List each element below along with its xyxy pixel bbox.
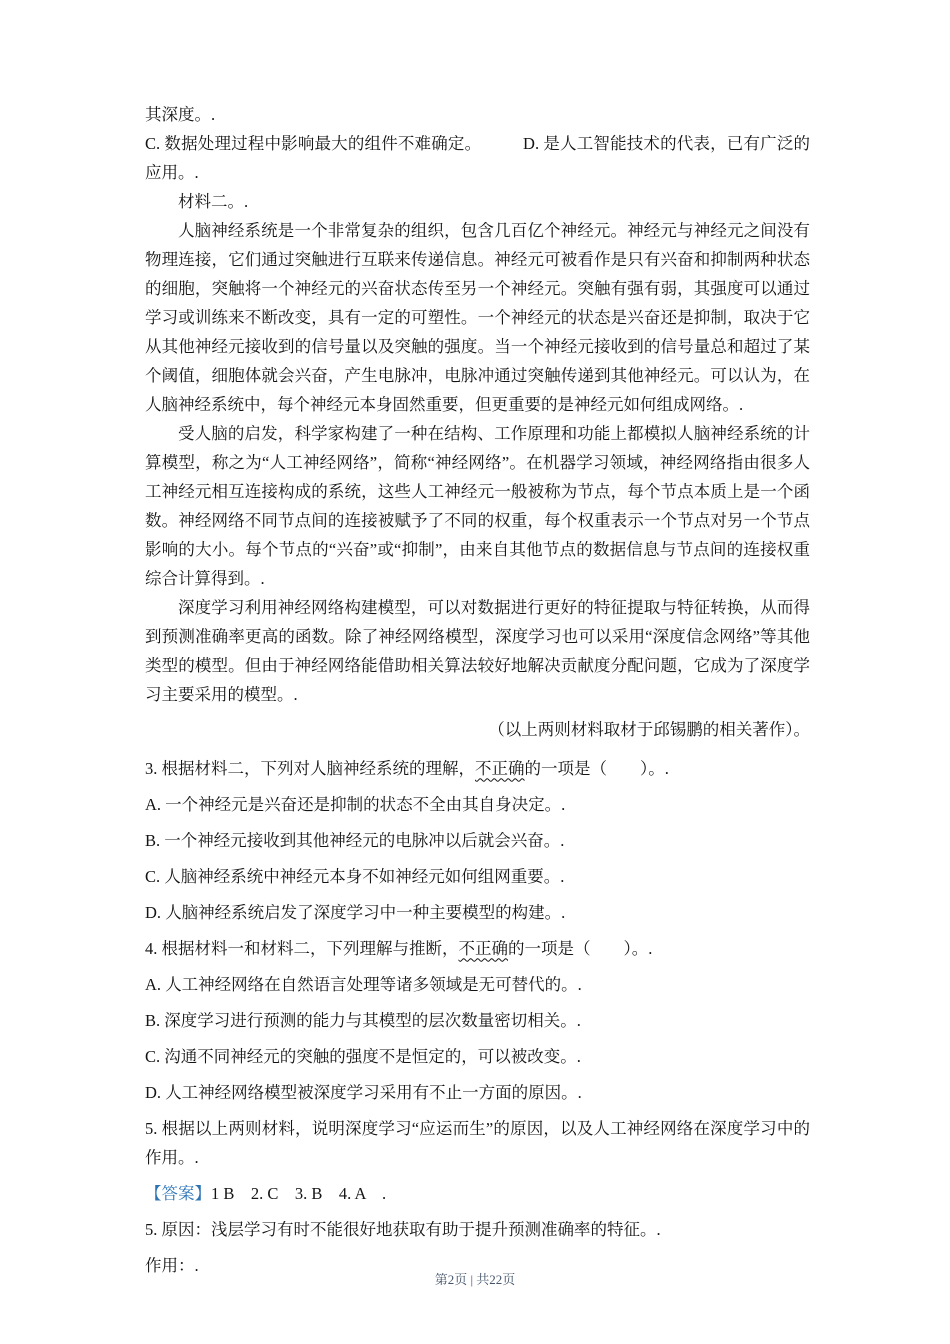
document-content [145, 100, 810, 1285]
question-4-pre: 4. 根据材料一和材料二，下列理解与推断， [145, 938, 459, 958]
questions-section [145, 752, 810, 1281]
answer-reason: 5. 原因：浅层学习有时不能很好地获取有助于提升预测准确率的特征。. [145, 1219, 661, 1239]
question-3-post: 的一项是（ ）。. [524, 758, 669, 778]
question-4-option-b: B. 深度学习进行预测的能力与其模型的层次数量密切相关。. [145, 1010, 581, 1030]
answer-values: 1 B 2. C 3. B 4. A . [211, 1183, 387, 1203]
question-3-option-d: D. 人脑神经系统启发了深度学习中一种主要模型的构建。. [145, 902, 566, 922]
answer-line [145, 1177, 810, 1209]
source-attribution: （以上两则材料取材于邱锡鹏的相关著作）。 [488, 720, 810, 739]
question-3-option-c: C. 人脑神经系统中神经元本身不如神经元如何组网重要。. [145, 866, 565, 886]
question-3-pre: 3. 根据材料二，下列对人脑神经系统的理解， [145, 758, 475, 778]
question-3-option-a: A. 一个神经元是兴奋还是抑制的状态不全由其自身决定。. [145, 794, 566, 814]
question-3-stem [145, 752, 810, 784]
material2-paragraph-1: 人脑神经系统是一个非常复杂的组织，包含几百亿个神经元。神经元与神经元之间没有物理连接，它们通过突触进行互联来传递信息。神经元可被看作是只有兴奋和抑制两种状态的细胞，突触将一个神经元的兴奋状态传至另一个神经元。突触有强有弱，其强度可以通过学习或训练来不断改变，具有一定的可塑性。一个神经元的状态是兴奋还是抑制，取决于它从其他神经元接收到的信号量以及突触的强度。当一个神经元接收到的信号量总和超过了某个阈值，细胞体就会兴奋，产生电脉冲，电脉冲通过突触传递到其他神经元。可以认为，在人脑神经系统中，每个神经元本身固然重要，但更重要的是神经元如何组成网络。. [145, 221, 810, 414]
answer-label: 【答案】 [145, 1183, 211, 1203]
question-4-stem [145, 932, 810, 964]
question-4-emphasis: 不正确 [458, 938, 508, 958]
options-row-c-d: C. 数据处理过程中影响最大的组件不难确定。 D. 是人工智能技术的代表，已有广泛的应用。. [145, 134, 810, 182]
question-4-post: 的一项是（ ）。. [508, 938, 653, 958]
question-4-option-d: D. 人工神经网络模型被深度学习采用有不止一方面的原因。. [145, 1082, 582, 1102]
footer-page-number: 第2页 | 共22页 [434, 1272, 516, 1287]
question-4-option-a: A. 人工神经网络在自然语言处理等诸多领域是无可替代的。. [145, 974, 582, 994]
material2-paragraph-2: 受人脑的启发，科学家构建了一种在结构、工作原理和功能上都模拟人脑神经系统的计算模型，称之为“人工神经网络”，简称“神经网络”。在机器学习领域，神经网络指由很多人工神经元相互连接构成的系统，这些人工神经元一般被称为节点，每个节点本质上是一个函数。神经网络不同节点间的连接被赋予了不同的权重，每个权重表示一个节点对另一个节点影响的大小。每个节点的“兴奋”或“抑制”，由来自其他节点的数据信息与节点间的连接权重综合计算得到。. [145, 424, 810, 588]
question-3-option-b: B. 一个神经元接收到其他神经元的电脉冲以后就会兴奋。. [145, 830, 565, 850]
question-5-stem: 5. 根据以上两则材料，说明深度学习“应运而生”的原因，以及人工神经网络在深度学习中的作用。. [145, 1118, 810, 1167]
material2-heading: 材料二。. [178, 192, 249, 211]
question-3-emphasis: 不正确 [475, 758, 525, 778]
question-4-option-c: C. 沟通不同神经元的突触的强度不是恒定的，可以被改变。. [145, 1046, 581, 1066]
paragraph-continuation: 其深度。. [145, 105, 216, 124]
answer-effect: 作用：. [145, 1255, 199, 1275]
page-footer [0, 1269, 950, 1288]
material2-paragraph-3: 深度学习利用神经网络构建模型，可以对数据进行更好的特征提取与特征转换，从而得到预测准确率更高的函数。除了神经网络模型，深度学习也可以采用“深度信念网络”等其他类型的模型。但由于神经网络能借助相关算法较好地解决贡献度分配问题，它成为了深度学习主要采用的模型。. [145, 598, 810, 704]
